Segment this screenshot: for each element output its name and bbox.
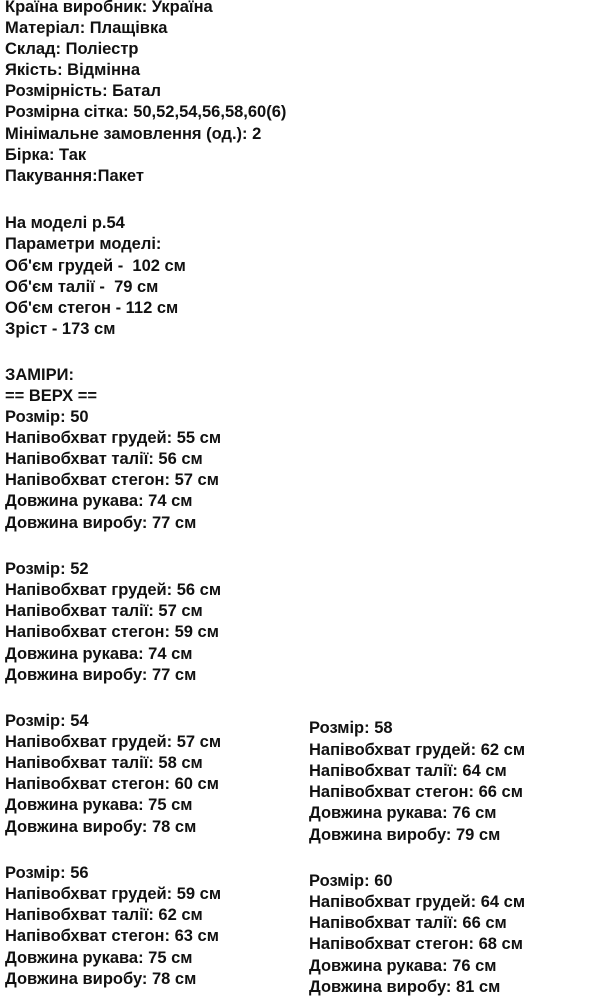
- size-52-chest: Напівобхват грудей: 56 см: [5, 581, 222, 599]
- size-60-waist: Напівобхват талії: 66 см: [309, 914, 507, 932]
- size-52-label: Розмір: 52: [5, 560, 89, 578]
- measurements-section: == ВЕРХ ==: [5, 387, 98, 405]
- size-58-sleeve: Довжина рукава: 76 см: [309, 804, 497, 822]
- size-54-waist: Напівобхват талії: 58 см: [5, 754, 203, 772]
- size-50-chest: Напівобхват грудей: 55 см: [5, 429, 222, 447]
- size-56-length: Довжина виробу: 78 см: [5, 970, 197, 988]
- size-58-hips: Напівобхват стегон: 66 см: [309, 783, 523, 801]
- size-60-length: Довжина виробу: 81 см: [309, 978, 501, 996]
- packaging-line: Пакування:Пакет: [5, 167, 144, 185]
- size-52-length: Довжина виробу: 77 см: [5, 666, 197, 684]
- size-54-hips: Напівобхват стегон: 60 см: [5, 775, 219, 793]
- size-60-label: Розмір: 60: [309, 872, 393, 890]
- size-54-sleeve: Довжина рукава: 75 см: [5, 796, 193, 814]
- sizing-line: Розмірність: Батал: [5, 82, 161, 100]
- model-params-title: Параметри моделі:: [5, 235, 162, 253]
- size-54-chest: Напівобхват грудей: 57 см: [5, 733, 222, 751]
- size-50-label: Розмір: 50: [5, 408, 89, 426]
- model-waist-line: Об'єм талії - 79 см: [5, 278, 159, 296]
- composition-line: Склад: Поліестр: [5, 40, 139, 58]
- size-60-hips: Напівобхват стегон: 68 см: [309, 935, 523, 953]
- size-56-label: Розмір: 56: [5, 864, 89, 882]
- model-chest-line: Об'єм грудей - 102 см: [5, 257, 186, 275]
- size-56-hips: Напівобхват стегон: 63 см: [5, 927, 219, 945]
- size-52-hips: Напівобхват стегон: 59 см: [5, 623, 219, 641]
- size-52-waist: Напівобхват талії: 57 см: [5, 602, 203, 620]
- size-50-sleeve: Довжина рукава: 74 см: [5, 492, 193, 510]
- size-grid-line: Розмірна сітка: 50,52,54,56,58,60(6): [5, 103, 287, 121]
- size-58-waist: Напівобхват талії: 64 см: [309, 762, 507, 780]
- size-52-sleeve: Довжина рукава: 74 см: [5, 645, 193, 663]
- size-60-chest: Напівобхват грудей: 64 см: [309, 893, 526, 911]
- size-50-length: Довжина виробу: 77 см: [5, 514, 197, 532]
- size-50-hips: Напівобхват стегон: 57 см: [5, 471, 219, 489]
- size-58-label: Розмір: 58: [309, 719, 393, 737]
- tag-line: Бірка: Так: [5, 146, 87, 164]
- model-hips-line: Об'єм стегон - 112 см: [5, 299, 179, 317]
- size-56-waist: Напівобхват талії: 62 см: [5, 906, 203, 924]
- size-50-waist: Напівобхват талії: 56 см: [5, 450, 203, 468]
- country-line: Країна виробник: Україна: [5, 0, 213, 16]
- size-58-length: Довжина виробу: 79 см: [309, 826, 501, 844]
- size-60-sleeve: Довжина рукава: 76 см: [309, 957, 497, 975]
- measurements-title: ЗАМІРИ:: [5, 366, 74, 384]
- size-54-length: Довжина виробу: 78 см: [5, 818, 197, 836]
- size-56-sleeve: Довжина рукава: 75 см: [5, 949, 193, 967]
- model-height-line: Зріст - 173 см: [5, 320, 116, 338]
- size-54-label: Розмір: 54: [5, 712, 89, 730]
- min-order-line: Мінімальне замовлення (од.): 2: [5, 125, 262, 143]
- quality-line: Якість: Відмінна: [5, 61, 141, 79]
- model-size-line: На моделі р.54: [5, 214, 125, 232]
- material-line: Матеріал: Плащівка: [5, 19, 168, 37]
- size-58-chest: Напівобхват грудей: 62 см: [309, 741, 526, 759]
- size-56-chest: Напівобхват грудей: 59 см: [5, 885, 222, 903]
